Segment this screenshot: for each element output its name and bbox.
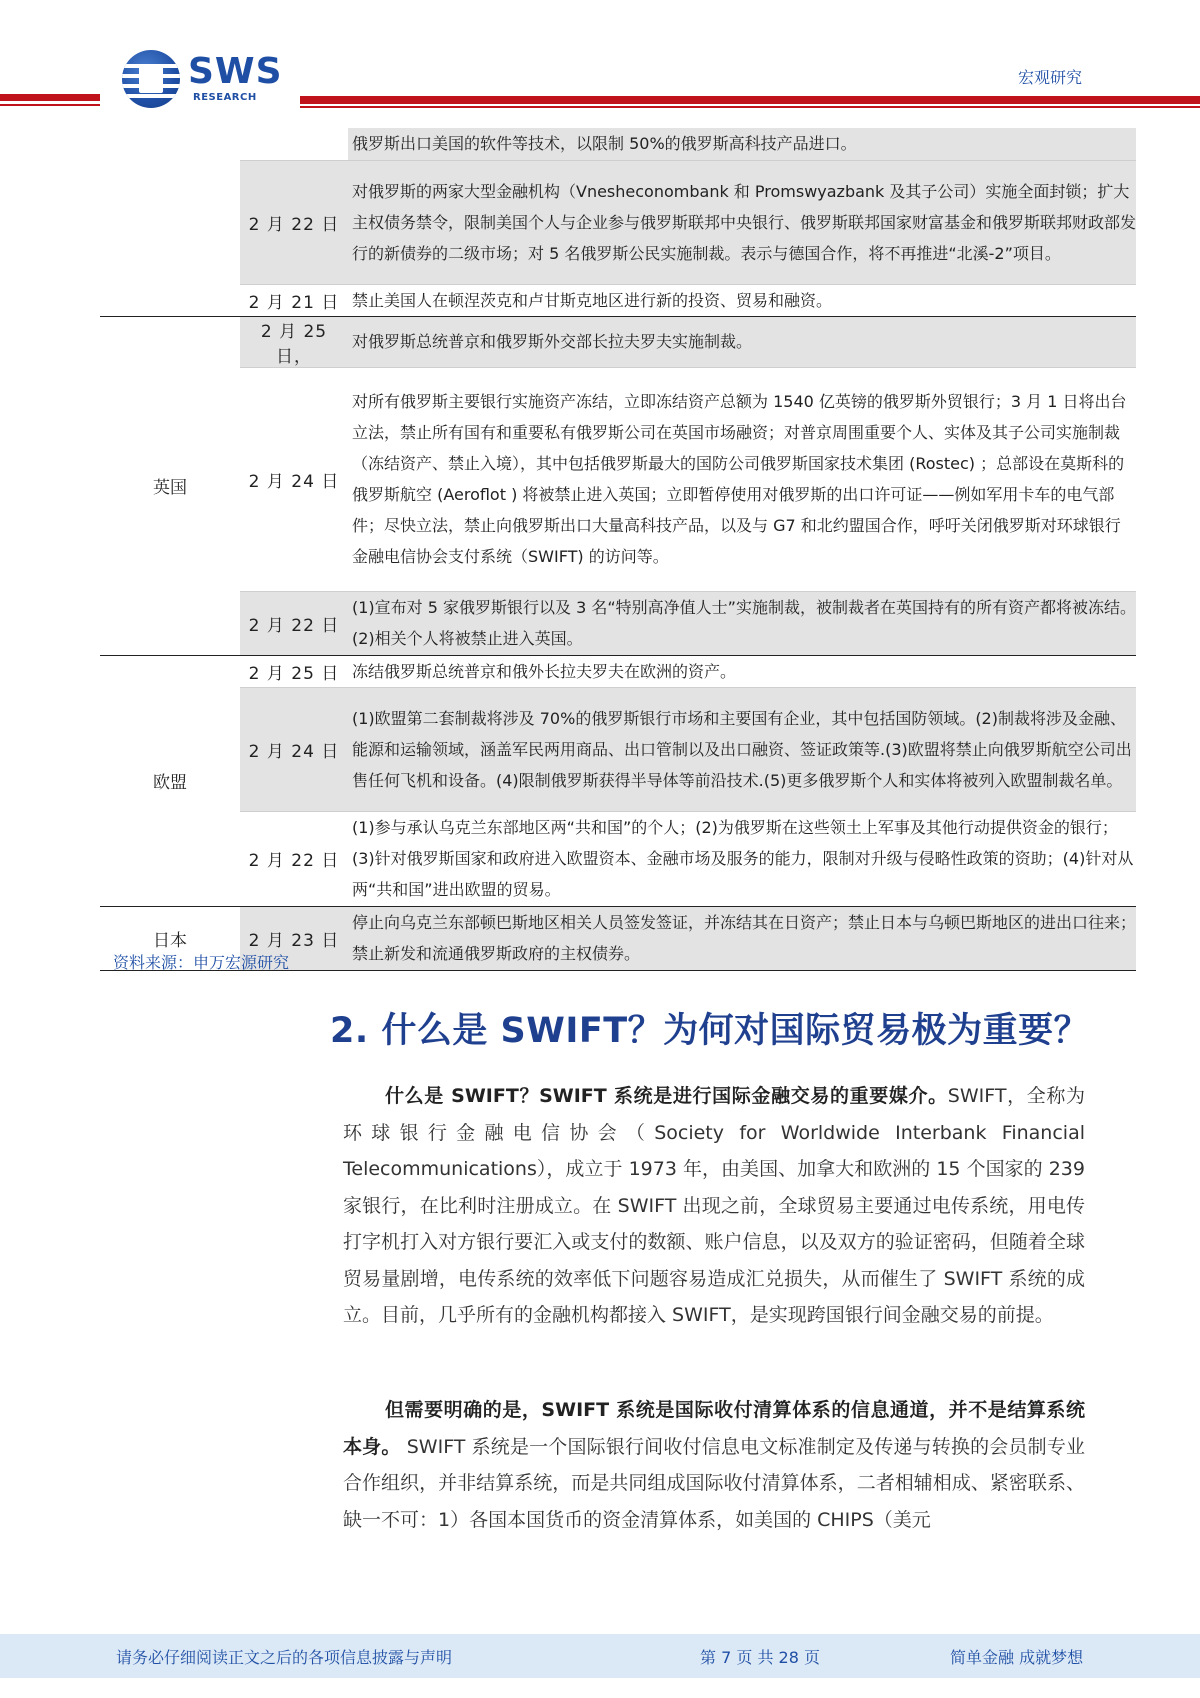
table-row <box>100 687 1136 811</box>
paragraph-1 <box>343 1078 1085 1334</box>
table-cell-date: 2 月 25 日 <box>240 655 348 687</box>
paragraph-2-text: SWIFT 系统是一个国际银行间收付信息电文标准制定及传递与转换的会员制专业合作组织，并非结算系统，而是共同组成国际收付清算体系，二者相辅相成、紧密联系、缺一不可：1）各国本国货币的资金清算体系，如美国的 CHIPS（美元 <box>343 1435 1085 1531</box>
table-cell-country: 英国 <box>100 316 240 655</box>
footer-page-number: 第 7 页 共 28 页 <box>700 1648 820 1667</box>
table-cell-country <box>100 160 240 284</box>
header-rule-left <box>0 94 100 101</box>
footer-slogan: 简单金融 成就梦想 <box>950 1648 1084 1667</box>
table-cell-content: 俄罗斯出口美国的软件等技术，以限制 50%的俄罗斯高科技产品进口。 <box>348 128 1136 160</box>
table-row <box>100 160 1136 284</box>
table-cell-content: (1)宣布对 5 家俄罗斯银行以及 3 名“特别高净值人士”实施制裁，被制裁者在英国持有的所有资产都将被冻结。(2)相关个人将被禁止进入英国。 <box>348 591 1136 655</box>
table-cell-date: 2 月 22 日 <box>240 811 348 906</box>
table-cell-country: 日本 <box>100 906 240 970</box>
table-cell-content: 冻结俄罗斯总统普京和俄外长拉夫罗夫在欧洲的资产。 <box>348 655 1136 687</box>
paragraph-1-text: SWIFT，全称为环球银行金融电信协会（Society for Worldwide Interbank Financial Telecommunications），成立于 1973 年，由美国、加拿大和欧洲的 15 个国家的 239 家银行，在比利时注册成立。在 SWIFT 出现之前，全球贸易主要通过电传系统，用电传打字机打入对方银行要汇入或支付的数额、账户信息，以及双方的验证密码，但随着全球贸易量剧增，电传系统的效率低下问题容易造成汇兑损失，从而催生了 SWIFT 系统的成立。目前，几乎所有的金融机构都接入 SWIFT，是实现跨国银行间金融交易的前提。 <box>343 1085 1085 1326</box>
table-row <box>100 284 1136 316</box>
paragraph-2-lead: 但需要明确的是，SWIFT 系统是国际收付清算体系的信息通道，并不是结算系统本身。 <box>343 1399 1085 1458</box>
table-row <box>100 316 1136 367</box>
paragraph-2 <box>343 1392 1085 1538</box>
table-cell-content: 对所有俄罗斯主要银行实施资产冻结，立即冻结资产总额为 1540 亿英镑的俄罗斯外贸银行；3 月 1 日将出台立法，禁止所有国有和重要私有俄罗斯公司在英国市场融资；对普京周围重要个人、实体及其子公司实施制裁（冻结资产、禁止入境），其中包括俄罗斯最大的国防公司俄罗斯国家技术集团 (Rostec) ；总部设在莫斯科的俄罗斯航空 (Aeroflot ) 将被禁止进入英国；立即暂停使用对俄罗斯的出口许可证——例如军用卡车的电气部件；尽快立法，禁止向俄罗斯出口大量高科技产品，以及与 G7 和北约盟国合作，呼吁关闭俄罗斯对环球银行金融电信协会支付系统（SWIFT) 的访问等。 <box>348 367 1136 591</box>
table-source: 资料来源：申万宏源研究 <box>113 953 290 972</box>
table-cell-content: 对俄罗斯的两家大型金融机构（Vnesheconombank 和 Promswyazbank 及其子公司）实施全面封锁；扩大主权债务禁令，限制美国个人与企业参与俄罗斯联邦中央银行、俄罗斯联邦国家财富基金和俄罗斯联邦财政部发行的新债券的二级市场；对 5 名俄罗斯公民实施制裁。表示与德国合作，将不再推进“北溪-2”项目。 <box>348 160 1136 284</box>
table-row <box>100 655 1136 687</box>
table-cell-date: 2 月 24 日 <box>240 367 348 591</box>
logo-icon <box>122 50 180 108</box>
table-row <box>100 367 1136 591</box>
header-rule-right <box>300 96 1200 104</box>
table-cell-date: 2 月 22 日 <box>240 160 348 284</box>
header-rule-right-thin <box>300 106 1200 108</box>
section-tag: 宏观研究 <box>1018 68 1083 87</box>
table-cell-date: 2 月 21 日 <box>240 284 348 316</box>
table-cell-country: 欧盟 <box>100 655 240 906</box>
table-cell-content: (1)参与承认乌克兰东部地区两“共和国”的个人；(2)为俄罗斯在这些领土上军事及其他行动提供资金的银行；(3)针对俄罗斯国家和政府进入欧盟资本、金融市场及服务的能力，限制对升级与侵略性政策的资助；(4)针对从两“共和国”进出欧盟的贸易。 <box>348 811 1136 906</box>
table-cell-content: 停止向乌克兰东部顿巴斯地区相关人员签发签证，并冻结其在日资产；禁止日本与乌顿巴斯地区的进出口往来；禁止新发和流通俄罗斯政府的主权债券。 <box>348 906 1136 970</box>
table-cell-date: 2 月 24 日 <box>240 687 348 811</box>
table-cell-date: 2 月 22 日 <box>240 591 348 655</box>
paragraph-1-lead: 什么是 SWIFT？SWIFT 系统是进行国际金融交易的重要媒介。 <box>385 1085 948 1107</box>
table-cell-country <box>100 128 240 160</box>
table-cell-content: 对俄罗斯总统普京和俄罗斯外交部长拉夫罗夫实施制裁。 <box>348 316 1136 367</box>
table-cell-date: 2 月 23 日 <box>240 906 348 970</box>
section-heading: 2. 什么是 SWIFT？为何对国际贸易极为重要？ <box>330 1011 1090 1051</box>
table-cell-content: 禁止美国人在顿涅茨克和卢甘斯克地区进行新的投资、贸易和融资。 <box>348 284 1136 316</box>
table-cell-date: 2 月 25 日， <box>240 316 348 367</box>
footer-disclaimer: 请务必仔细阅读正文之后的各项信息披露与声明 <box>116 1648 453 1667</box>
table-row <box>100 811 1136 906</box>
header-rule-left-thin <box>0 104 100 106</box>
table-cell-country <box>100 284 240 316</box>
logo-subtitle: RESEARCH <box>193 92 257 103</box>
table-cell-content: (1)欧盟第二套制裁将涉及 70%的俄罗斯银行市场和主要国有企业，其中包括国防领域。(2)制裁将涉及金融、能源和运输领域，涵盖军民两用商品、出口管制以及出口融资、签证政策等.(3)欧盟将禁止向俄罗斯航空公司出售任何飞机和设备。(4)限制俄罗斯获得半导体等前沿技术.(5)更多俄罗斯个人和实体将被列入欧盟制裁名单。 <box>348 687 1136 811</box>
sanctions-table <box>100 128 1136 971</box>
table-cell-date <box>240 128 348 160</box>
table-row <box>100 128 1136 160</box>
table-row <box>100 591 1136 655</box>
logo-text: SWS <box>188 51 283 92</box>
